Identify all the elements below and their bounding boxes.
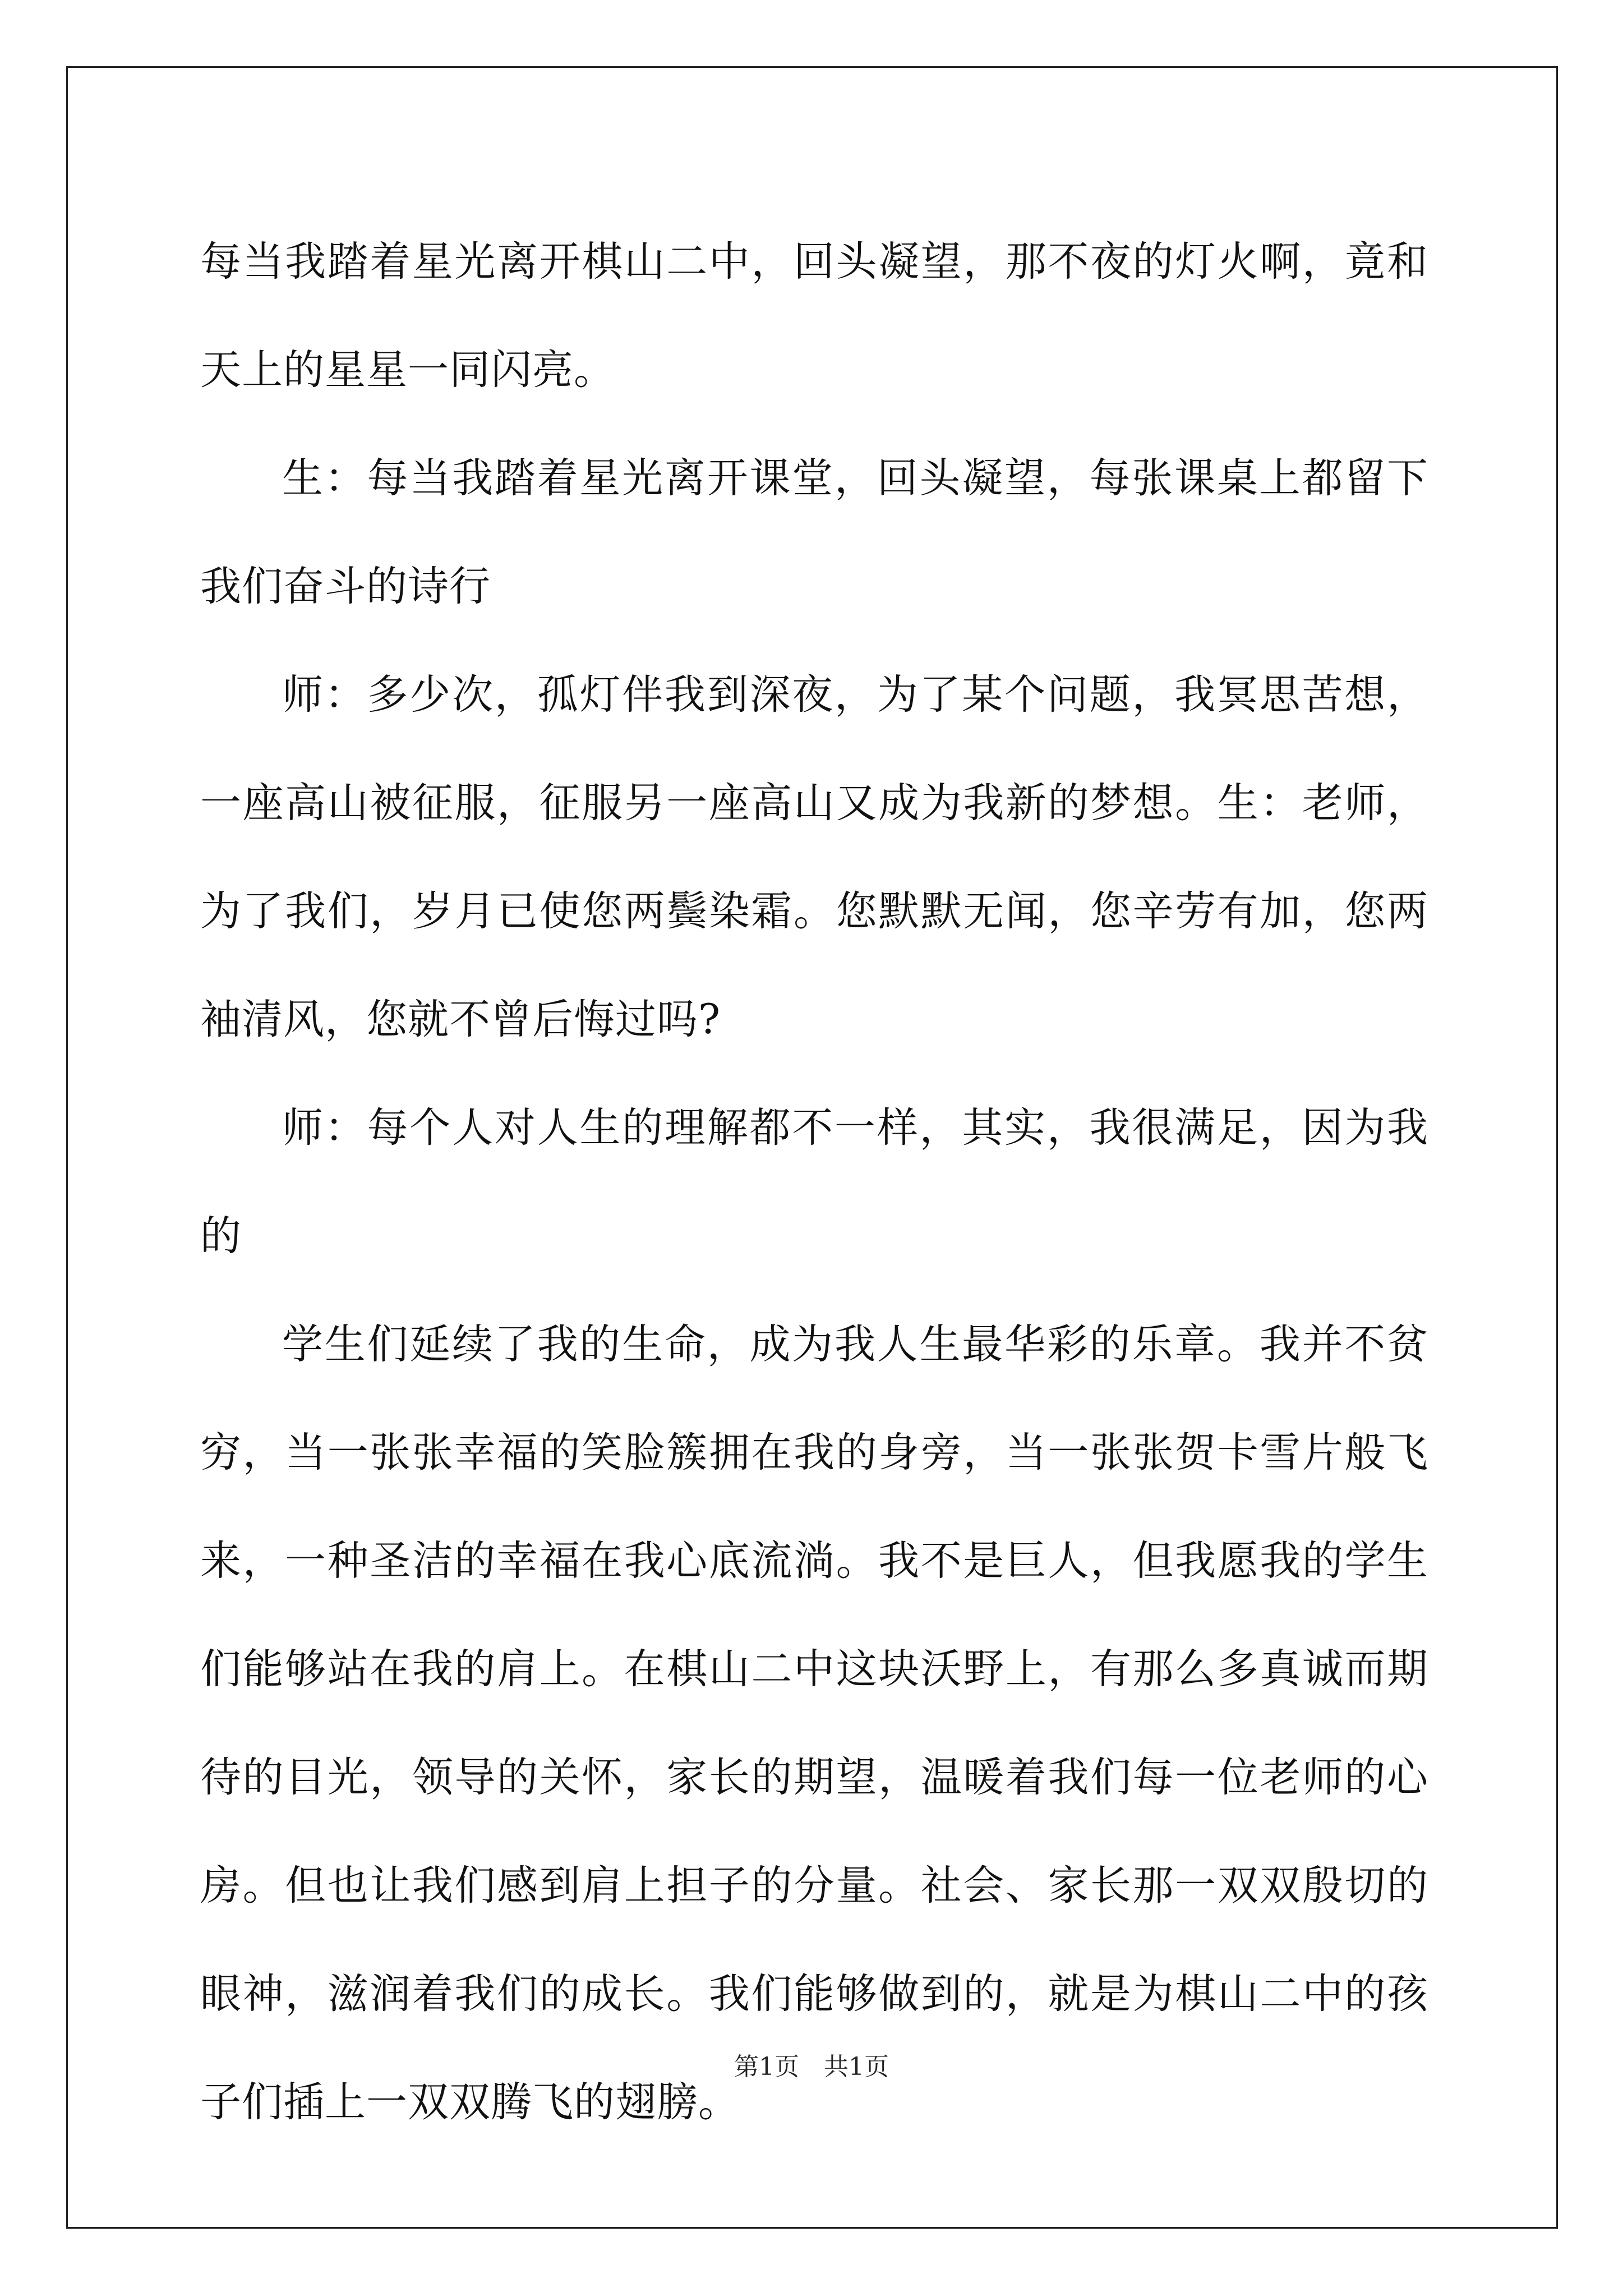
paragraph: 师：每个人对人生的理解都不一样，其实，我很满足，因为我的 — [200, 1104, 1428, 1260]
paragraph: 学生们延续了我的生命，成为我人生最华彩的乐章。我并不贫穷，当一张张幸福的笑脸簇拥在我的身旁，当一张张贺卡雪片般飞来，一种圣洁的幸福在我心底流淌。我不是巨人，但我愿我的学生们能够站在我的肩上。在棋山二中这块沃野上，有那么多真诚而期待的目光，领导的关怀，家长的期望，温暖着我们每一位老师的心房。但也让我们感到肩上担子的分量。社会、家长那一双双殷切的眼神，滋润着我们的成长。我们能够做到的，就是为棋山二中的孩子们插上一双双腾飞的翅膀。 — [200, 1320, 1428, 2126]
paragraph: 每当我踏着星光离开棋山二中，回头凝望，那不夜的灯火啊，竟和天上的星星一同闪亮。 — [200, 238, 1428, 394]
paragraph: 师：多少次，孤灯伴我到深夜，为了某个问题，我冥思苦想，一座高山被征服，征服另一座高山又成为我新的梦想。生：老师，为了我们，岁月已使您两鬓染霜。您默默无闻，您辛劳有加，您两袖清风，您就不曾后悔过吗? — [200, 671, 1428, 1043]
paragraph: 生：每当我踏着星光离开课堂，回头凝望，每张课桌上都留下我们奋斗的诗行 — [200, 454, 1428, 610]
document-body — [200, 208, 1428, 2156]
page-number: 第1页 — [734, 2053, 799, 2081]
page-footer — [0, 2050, 1623, 2084]
page-total: 共1页 — [824, 2053, 889, 2081]
